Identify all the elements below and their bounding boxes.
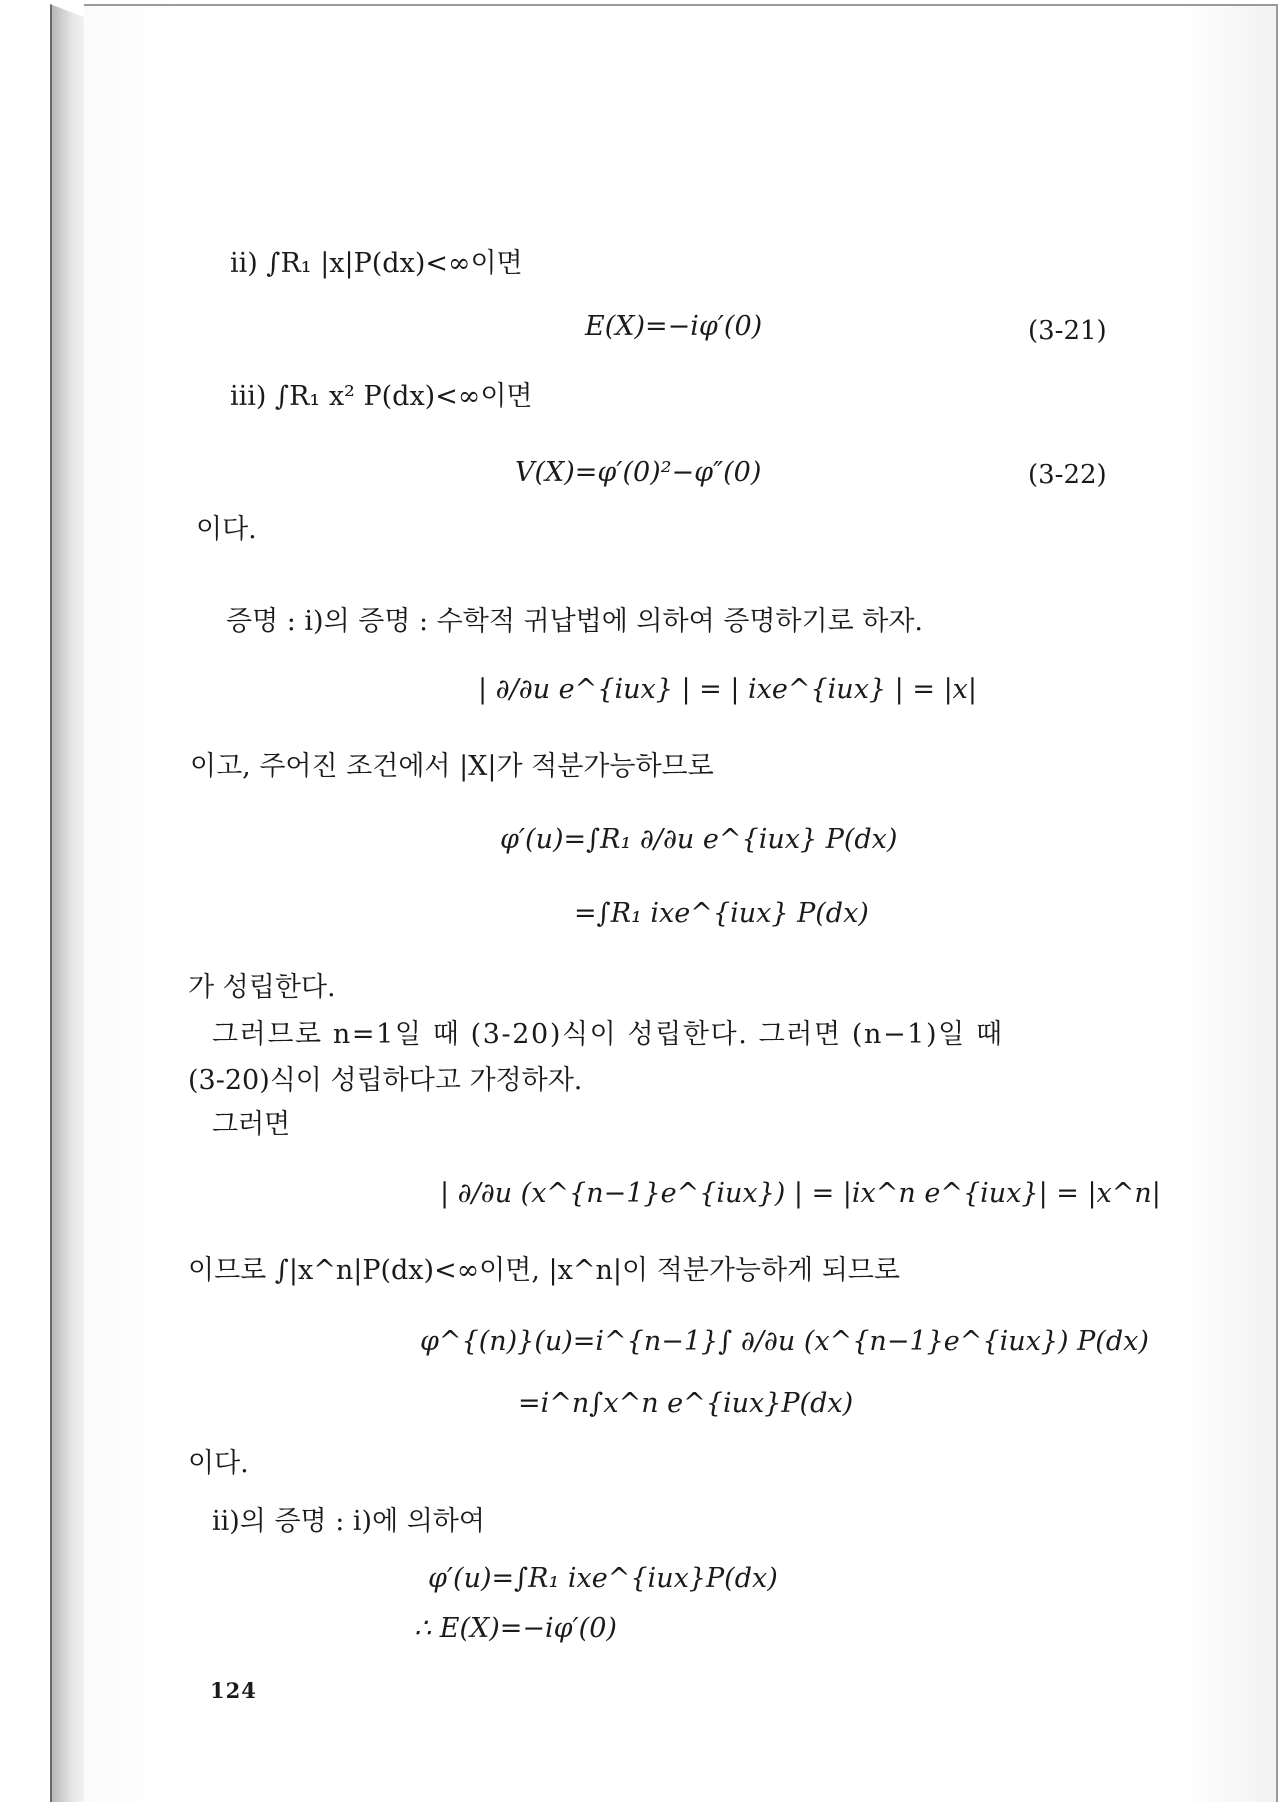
equation: φ^{(n)}(u)=i^{n−1}∫ ∂/∂u (x^{n−1}e^{iux}) P(dx)	[420, 1326, 1149, 1357]
equation: φ′(u)=∫R₁ ixe^{iux}P(dx)	[428, 1563, 778, 1594]
text-line: 이므로 ∫|x^n|P(dx)<∞이면, |x^n|이 적분가능하게 되므로	[188, 1255, 900, 1286]
proof-heading: ii)의 증명 : i)에 의하여	[212, 1506, 485, 1537]
text-line: 그러므로 n=1일 때 (3-20)식이 성립한다. 그러면 (n−1)일 때	[212, 1019, 1004, 1050]
page-number: 124	[210, 1678, 257, 1703]
text-line: 이고, 주어진 조건에서 |X|가 적분가능하므로	[190, 751, 714, 782]
book-spine-edge	[50, 4, 86, 1802]
text-line: (3-20)식이 성립하다고 가정하자.	[188, 1065, 583, 1096]
equation: =∫R₁ ixe^{iux} P(dx)	[574, 898, 869, 929]
text-line: 그러면	[212, 1109, 291, 1140]
equation: | ∂/∂u (x^{n−1}e^{iux}) | = |ix^n e^{iux}| = |x^n|	[440, 1178, 1161, 1209]
proof-heading: 증명 : i)의 증명 : 수학적 귀납법에 의하여 증명하기로 하자.	[226, 606, 923, 637]
text-line: iii) ∫R₁ x² P(dx)<∞이면	[230, 381, 533, 412]
equation: V(X)=φ′(0)²−φ″(0)	[515, 457, 762, 488]
equation: | ∂/∂u e^{iux} | = | ixe^{iux} | = |x|	[478, 674, 977, 705]
equation: φ′(u)=∫R₁ ∂/∂u e^{iux} P(dx)	[500, 824, 898, 855]
text-line: ii) ∫R₁ |x|P(dx)<∞이면	[230, 248, 523, 279]
equation: ∴ E(X)=−iφ′(0)	[414, 1613, 617, 1644]
equation-number: (3-22)	[1028, 460, 1107, 490]
equation: =i^n∫x^n e^{iux}P(dx)	[518, 1388, 854, 1419]
equation: E(X)=−iφ′(0)	[585, 311, 763, 342]
text-line: 이다.	[196, 514, 257, 545]
equation-number: (3-21)	[1028, 316, 1107, 346]
text-line: 가 성립한다.	[188, 972, 336, 1003]
text-line: 이다.	[188, 1448, 249, 1479]
